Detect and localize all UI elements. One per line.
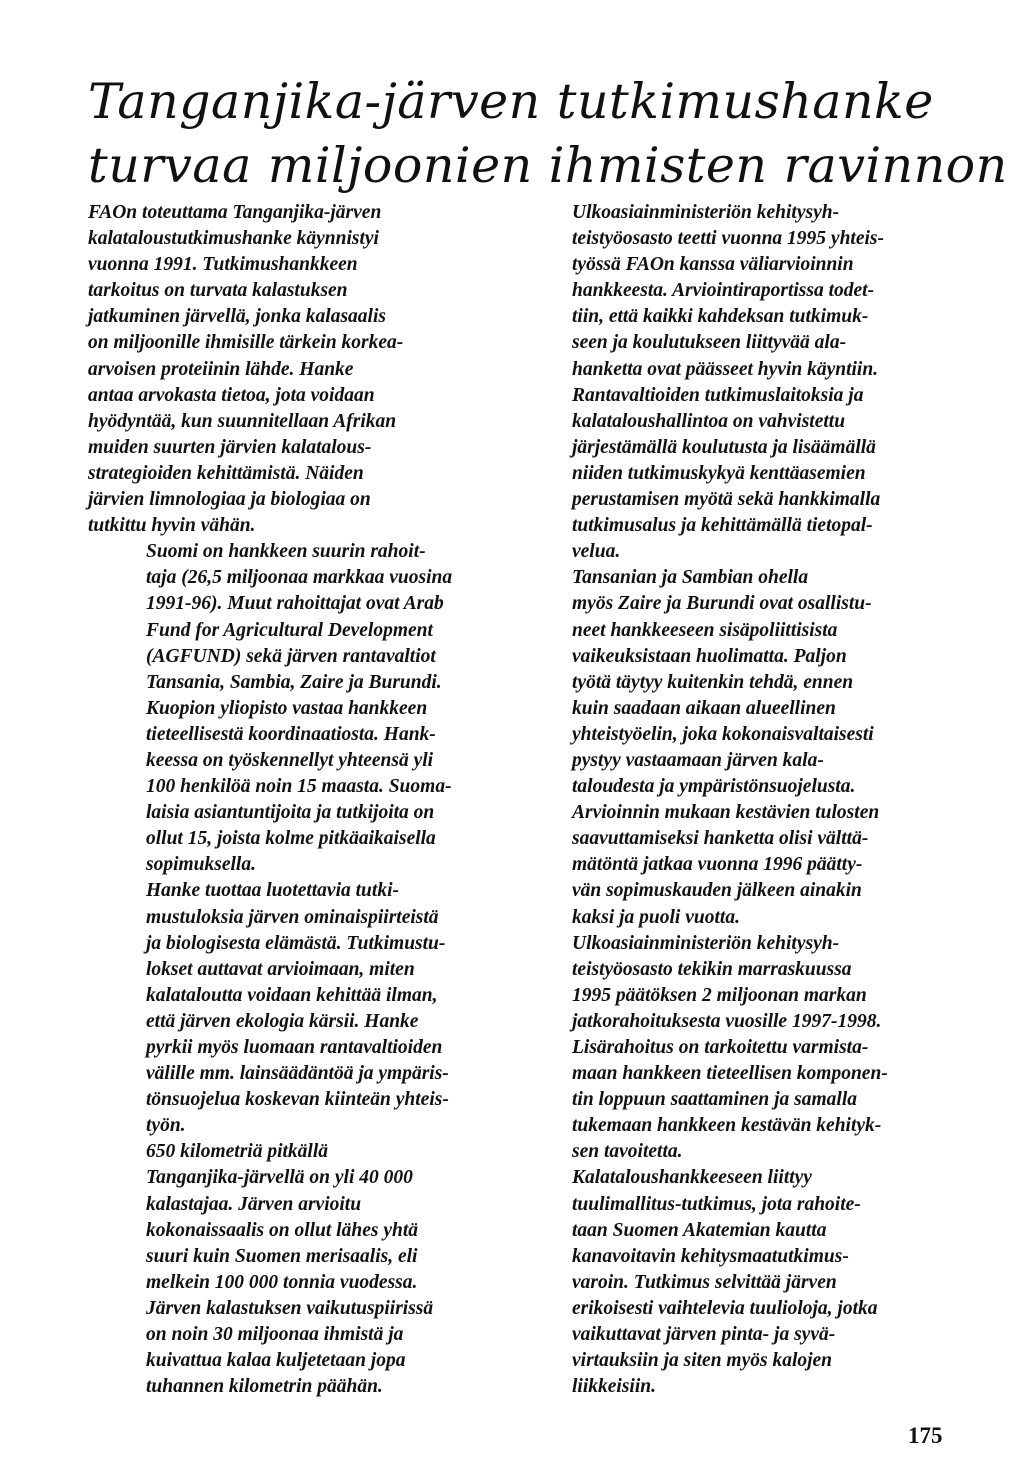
text-line: laisia asiantuntijoita ja tutkijoita on bbox=[146, 802, 435, 824]
text-line: myös Zaire ja Burundi ovat osallistu- bbox=[572, 593, 872, 615]
text-line: vän sopimuskauden jälkeen ainakin bbox=[572, 880, 862, 902]
text-line: Fund for Agricultural Development bbox=[146, 619, 433, 641]
text-line: Rantavaltioiden tutkimuslaitoksia ja bbox=[572, 384, 864, 406]
text-line: teistyöosasto tekikin marraskuussa bbox=[572, 958, 852, 980]
left-column bbox=[88, 200, 504, 1400]
text-line: työn. bbox=[146, 1115, 186, 1137]
text-line: kuivattua kalaa kuljetetaan jopa bbox=[146, 1350, 406, 1372]
text-line: tarkoitus on turvata kalastuksen bbox=[88, 280, 348, 302]
text-line: työtä täytyy kuitenkin tehdä, ennen bbox=[572, 671, 854, 693]
text-line: perustamisen myötä sekä hankkimalla bbox=[572, 489, 881, 511]
text-line: 650 kilometriä pitkällä bbox=[146, 1141, 329, 1163]
text-line: työssä FAOn kanssa väliarvioinnin bbox=[572, 254, 854, 276]
text-line: mustuloksia järven ominaispiirteistä bbox=[146, 906, 439, 928]
text-line: muiden suurten järvien kalatalous- bbox=[88, 436, 372, 458]
text-line: järvien limnologiaa ja biologiaa on bbox=[88, 489, 371, 511]
text-line: jatkorahoituksesta vuosille 1997-1998. bbox=[572, 1010, 882, 1032]
text-line: järjestämällä koulutusta ja lisäämällä bbox=[572, 436, 876, 458]
text-line: Tanganjika-järvellä on yli 40 000 bbox=[146, 1167, 413, 1189]
text-line: kaksi ja puoli vuotta. bbox=[572, 906, 740, 928]
text-line: vuonna 1991. Tutkimushankkeen bbox=[88, 254, 358, 276]
text-line: kalataloutta voidaan kehittää ilman, bbox=[146, 984, 438, 1006]
text-line: maan hankkeen tieteellisen komponen- bbox=[572, 1063, 888, 1085]
text-line: tin loppuun saattaminen ja samalla bbox=[572, 1089, 857, 1111]
text-line: taloudesta ja ympäristönsuojelusta. bbox=[572, 776, 856, 798]
paragraph bbox=[514, 200, 930, 565]
text-line: tuhannen kilometrin päähän. bbox=[146, 1376, 383, 1398]
text-line: ollut 15, joista kolme pitkäaikaisella bbox=[146, 828, 436, 850]
text-line: FAOn toteuttama Tanganjika-järven bbox=[88, 202, 382, 223]
text-line: tutkimusalus ja kehittämällä tietopal- bbox=[572, 515, 873, 537]
text-line: Kalataloushankkeeseen liittyy bbox=[572, 1167, 812, 1189]
text-line: tutkittu hyvin vähän. bbox=[88, 515, 256, 537]
text-line: melkein 100 000 tonnia vuodessa. bbox=[146, 1271, 418, 1293]
text-line: varoin. Tutkimus selvittää järven bbox=[572, 1271, 837, 1293]
text-line: virtauksiin ja siten myös kalojen bbox=[572, 1350, 833, 1372]
text-line: liikkeisiin. bbox=[572, 1376, 656, 1398]
text-line: on noin 30 miljoonaa ihmistä ja bbox=[146, 1324, 404, 1346]
text-line: kalataloustutkimushanke käynnistyi bbox=[88, 228, 379, 250]
text-line: kuin saadaan aikaan alueellinen bbox=[572, 697, 836, 719]
text-line: Hanke tuottaa luotettavia tutki- bbox=[146, 880, 399, 902]
text-line: vaikeuksistaan huolimatta. Paljon bbox=[572, 645, 847, 667]
text-line: yhteistyöelin, joka kokonaisvaltaisesti bbox=[572, 723, 874, 745]
text-line: pystyy vastaamaan järven kala- bbox=[572, 749, 824, 771]
text-line: sopimuksella. bbox=[146, 854, 256, 876]
text-line: kalataloushallintoa on vahvistettu bbox=[572, 410, 846, 432]
text-line: 1995 päätöksen 2 miljoonan markan bbox=[572, 984, 867, 1006]
paragraph bbox=[514, 931, 930, 1166]
page-number: 175 bbox=[908, 1423, 943, 1448]
text-line: Ulkoasiainministeriön kehitysyh- bbox=[572, 932, 840, 954]
text-line: antaa arvokasta tietoa, jota voidaan bbox=[88, 384, 375, 406]
title-line: Tanganjika-järven tutkimushanke bbox=[88, 73, 934, 130]
text-line: seen ja koulutukseen liittyvää ala- bbox=[572, 332, 847, 354]
text-line: Kuopion yliopisto vastaa hankkeen bbox=[146, 697, 428, 719]
text-line: strategioiden kehittämistä. Näiden bbox=[88, 462, 364, 484]
text-line: Tansanian ja Sambian ohella bbox=[572, 567, 809, 589]
paragraph bbox=[88, 200, 504, 539]
text-line: kalastajaa. Järven arvioitu bbox=[146, 1193, 362, 1215]
text-line: erikoisesti vaihtelevia tuulioloja, jotka bbox=[572, 1297, 878, 1319]
text-line: lokset auttavat arvioimaan, miten bbox=[146, 958, 415, 980]
text-line: mätöntä jatkaa vuonna 1996 päätty- bbox=[572, 854, 863, 876]
text-line: sen tavoitetta. bbox=[572, 1141, 683, 1163]
text-line: (AGFUND) sekä järven rantavaltiot bbox=[146, 645, 436, 667]
paragraph bbox=[88, 539, 504, 878]
paragraph bbox=[514, 565, 930, 930]
text-line: niiden tutkimuskykyä kenttäasemien bbox=[572, 462, 866, 484]
paragraph bbox=[88, 878, 504, 1139]
text-line: suuri kuin Suomen merisaalis, eli bbox=[146, 1245, 418, 1267]
paragraph bbox=[514, 1165, 930, 1400]
article-title bbox=[88, 70, 1008, 198]
text-line: velua. bbox=[572, 541, 621, 563]
text-line: Tansania, Sambia, Zaire ja Burundi. bbox=[146, 671, 442, 693]
text-line: on miljoonille ihmisille tärkein korkea- bbox=[88, 332, 404, 354]
text-line: pyrkii myös luomaan rantavaltioiden bbox=[146, 1037, 443, 1058]
text-line: tuulimallitus-tutkimus, jota rahoite- bbox=[572, 1193, 861, 1215]
text-line: Ulkoasiainministeriön kehitysyh- bbox=[572, 202, 840, 223]
text-line: teistyöosasto teetti vuonna 1995 yhteis- bbox=[572, 228, 884, 250]
text-line: välille mm. lainsäädäntöä ja ympäris- bbox=[146, 1063, 449, 1085]
text-line: että järven ekologia kärsii. Hanke bbox=[146, 1010, 419, 1032]
text-line: ja biologisesta elämästä. Tutkimustu- bbox=[146, 932, 446, 954]
text-line: 1991-96). Muut rahoittajat ovat Arab bbox=[146, 593, 444, 615]
right-column bbox=[514, 200, 930, 1400]
text-line: tönsuojelua koskevan kiinteän yhteis- bbox=[146, 1089, 449, 1111]
text-line: Arvioinnin mukaan kestävien tulosten bbox=[572, 802, 880, 824]
text-line: saavuttamiseksi hanketta olisi välttä- bbox=[572, 828, 869, 850]
text-line: Suomi on hankkeen suurin rahoit- bbox=[146, 541, 426, 563]
text-line: 100 henkilöä noin 15 maasta. Suoma- bbox=[146, 776, 452, 798]
text-line: hankkeesta. Arviointiraportissa todet- bbox=[572, 280, 875, 302]
paragraph bbox=[88, 1139, 504, 1400]
text-line: jatkuminen järvellä, jonka kalasaalis bbox=[88, 306, 386, 328]
text-line: Järven kalastuksen vaikutuspiirissä bbox=[146, 1297, 434, 1319]
text-line: neet hankkeeseen sisäpoliittisista bbox=[572, 619, 838, 641]
text-line: Lisärahoitus on tarkoitettu varmista- bbox=[572, 1037, 869, 1058]
text-line: kokonaissaalis on ollut lähes yhtä bbox=[146, 1219, 418, 1241]
text-line: keessa on työskennellyt yhteensä yli bbox=[146, 749, 434, 771]
text-line: arvoisen proteiinin lähde. Hanke bbox=[88, 358, 354, 380]
text-line: vaikuttavat järven pinta- ja syvä- bbox=[572, 1324, 836, 1346]
text-line: tukemaan hankkeen kestävän kehityk- bbox=[572, 1115, 882, 1137]
text-line: taja (26,5 miljoonaa markkaa vuosina bbox=[146, 567, 453, 589]
text-line: hanketta ovat päässeet hyvin käyntiin. bbox=[572, 358, 879, 380]
text-line: tieteellisestä koordinaatiosta. Hank- bbox=[146, 723, 436, 745]
title-line: turvaa miljoonien ihmisten ravinnon bbox=[88, 137, 1008, 194]
text-line: kanavoitavin kehitysmaatutkimus- bbox=[572, 1245, 849, 1267]
text-line: taan Suomen Akatemian kautta bbox=[572, 1219, 827, 1241]
text-line: tiin, että kaikki kahdeksan tutkimuk- bbox=[572, 306, 869, 328]
text-line: hyödyntää, kun suunnitellaan Afrikan bbox=[88, 410, 397, 432]
